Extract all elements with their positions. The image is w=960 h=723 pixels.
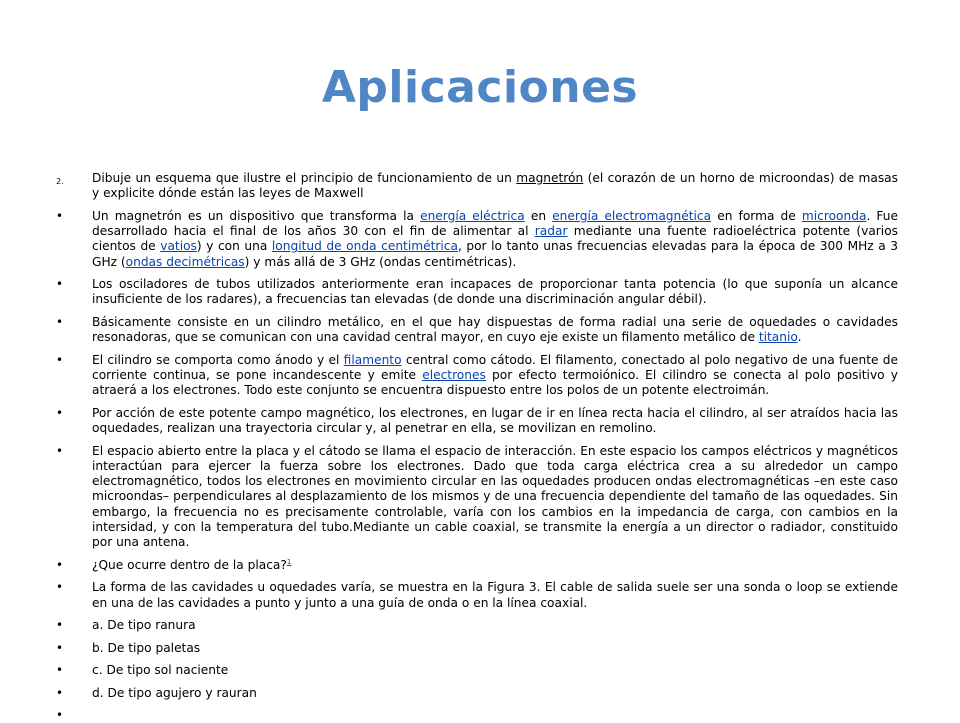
list-item xyxy=(56,315,898,346)
link-longitud-de-onda[interactable]: longitud de onda centimétrica xyxy=(271,239,458,254)
footnote-link[interactable]: 1 xyxy=(286,557,292,566)
text-segment: , por lo tanto unas frecuencias elevadas para la época de 300 MHz a 3 GHz ( xyxy=(92,239,899,269)
text-segment: . Fue desarrollado hacia el final de los años 30 con el fin de alimentar al xyxy=(92,208,898,239)
slide-title: Aplicaciones xyxy=(321,62,639,113)
bullet-marker: • xyxy=(56,443,64,458)
link-microonda[interactable]: microonda xyxy=(801,208,867,223)
text-segment-underlined: magnetrón xyxy=(516,171,584,185)
number-marker: 2. xyxy=(56,177,64,186)
text-segment: Un magnetrón es un dispositivo que transforma la xyxy=(92,208,421,223)
bullet-marker: • xyxy=(56,405,64,420)
bullet-marker: • xyxy=(56,557,64,572)
list-item xyxy=(56,663,898,678)
bullet-marker: • xyxy=(56,580,64,595)
bullet-marker: • xyxy=(56,685,64,700)
text-segment: mediante una fuente radioeléctrica potente (varios cientos de xyxy=(92,224,899,254)
link-titanio[interactable]: titanio xyxy=(758,330,798,345)
list-item xyxy=(56,641,898,656)
text-segment: El cilindro se comporta como ánodo y el xyxy=(92,352,344,367)
content-list xyxy=(56,171,899,723)
bullet-marker: • xyxy=(56,314,64,329)
bullet-marker: • xyxy=(56,352,64,367)
list-item xyxy=(56,686,898,701)
list-item xyxy=(56,353,898,399)
text-segment: Básicamente consiste en un cilindro metálico, en el que hay dispuestas de forma radial una serie de oquedades o cavidades resonadoras, que se comunican con una cavidad central mayor, en cuyo eje existe un filamento metálico de xyxy=(92,314,898,345)
link-ondas-decimetricas[interactable]: ondas decimétricas xyxy=(125,254,245,269)
text-segment: (el corazón de un horno de microondas) de masas y explicite dónde están las leyes de Maxwell xyxy=(92,171,898,201)
bullet-marker: • xyxy=(56,618,64,633)
bullet-marker: • xyxy=(56,663,64,678)
text-segment: Los osciladores de tubos utilizados anteriormente eran incapaces de proporcionar tanta potencia (lo que suponía un alcance insuficiente de los radares), a frecuencias tan elevadas (de donde una discriminación angular débil). xyxy=(92,277,898,307)
text-segment: b. De tipo paletas xyxy=(92,640,201,655)
bullet-marker: • xyxy=(56,277,64,292)
list-item xyxy=(56,277,898,308)
text-segment: d. De tipo agujero y rauran xyxy=(92,685,257,700)
list-item xyxy=(56,406,898,437)
list-item xyxy=(56,558,898,573)
text-segment: . xyxy=(797,330,802,345)
text-segment: en forma de xyxy=(711,208,802,223)
list-item xyxy=(56,444,898,551)
list-item xyxy=(56,209,898,270)
text-segment: Por acción de este potente campo magnético, los electrones, en lugar de ir en línea recta hacia el cilindro, al ser atraídos hacia las oquedades, realizan una trayectoria circular y, al penetrar en ella, se movilizan en remolino. xyxy=(92,405,898,436)
bullet-marker: • xyxy=(56,708,64,723)
list-item-question-2 xyxy=(56,171,898,202)
text-segment: c. De tipo sol naciente xyxy=(92,663,229,678)
link-vatios[interactable]: vatios xyxy=(160,239,197,254)
link-radar[interactable]: radar xyxy=(534,224,568,239)
link-electrones[interactable]: electrones xyxy=(422,368,486,383)
link-energia-electrica[interactable]: energía eléctrica xyxy=(420,208,525,223)
text-segment: ) y más allá de 3 GHz (ondas centimétricas). xyxy=(244,254,517,269)
text-segment: central como cátodo. El filamento, conectado al polo negativo de una fuente de corriente continua, se pone incandescente y emite xyxy=(92,352,898,383)
text-segment: en xyxy=(524,208,553,223)
text-segment: Dibuje un esquema que ilustre el principio de funcionamiento de un xyxy=(92,171,517,185)
list-item xyxy=(56,618,898,633)
list-item xyxy=(56,580,898,611)
text-segment: a. De tipo ranura xyxy=(92,618,196,633)
bullet-marker: • xyxy=(56,208,64,223)
text-segment: por efecto termoiónico. El cilindro se conecta al polo positivo y atraerá a los electrones. Todo este conjunto se encuentra dispuesto entre los polos de un potente electroimán. xyxy=(92,368,898,398)
text-segment: ) y con una xyxy=(196,239,272,254)
bullet-marker: • xyxy=(56,640,64,655)
text-segment: ¿Que ocurre dentro de la placa? xyxy=(92,557,287,572)
text-segment: El espacio abierto entre la placa y el cátodo se llama el espacio de interacción. En este espacio los campos eléctricos y magnéticos interactúan para ejercer la fuerza sobre los electrones. Dado que toda carga eléctrica crea a su alrededor un campo electromagnético, todos los electrones en movimiento circular en las oquedades producen ondas electromagnéticas –en este caso microondas– perpendiculares al desplazamiento de los mismos y de una frecuencia dependiente del tamaño de las oquedades. Sin embargo, la frecuencia no es precisamente controlable, varía con los cambios en la impedancia de carga, con cambios en la intersidad, y con la temperatura del tubo.Mediante un cable coaxial, se transmite la energía a un director o radiador, constituido por una antena. xyxy=(92,443,898,550)
text-segment: La forma de las cavidades u oquedades varía, se muestra en la Figura 3. El cable de salida suele ser una sonda o loop se extiende en una de las cavidades a punto y junto a una guía de onda o en la línea coaxial. xyxy=(92,580,898,610)
link-filamento[interactable]: filamento xyxy=(343,352,402,367)
link-energia-electromagnetica[interactable]: energía electromagnética xyxy=(552,208,712,223)
